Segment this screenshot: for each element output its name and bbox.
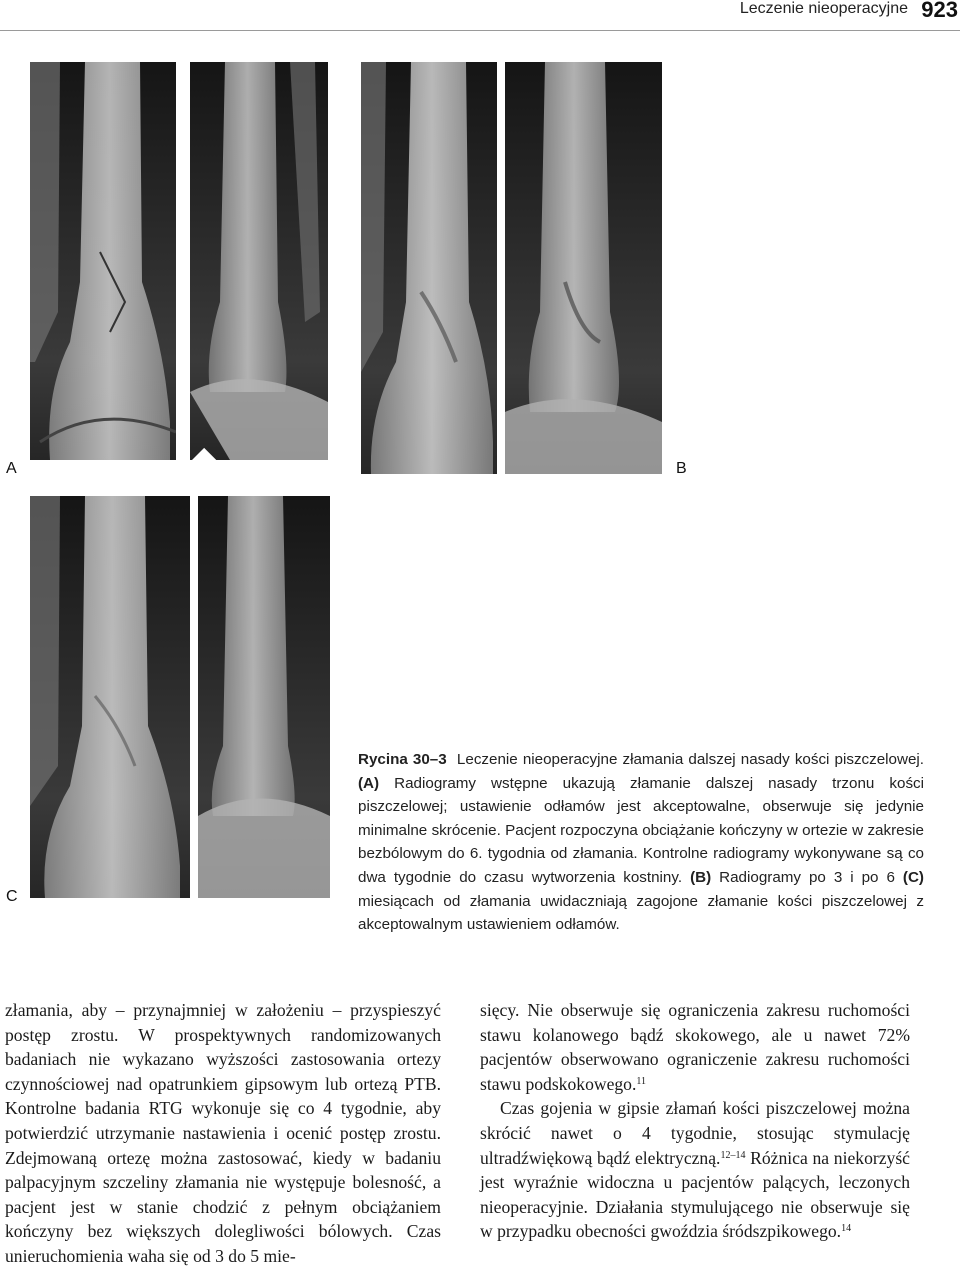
citation-12-14: 12–14 [720,1149,746,1161]
radiograph-b-ap-view [361,62,497,474]
page-number: 923 [921,0,958,22]
radiograph-b-lateral-view [505,62,662,474]
caption-ref-c: (C) [902,868,924,886]
radiograph-c-lateral-view [198,496,330,898]
body-right-p2-text-2: Różnica na niekorzyść jest wyraźnie widoczna u pacjentów palących, leczonych nieoperacyjnie. Działania stymulującego nie obserwuje się w przypadku obecności gwoździa śródszpikowego. [480,1147,910,1242]
caption-title: Rycina 30–3 [358,751,447,768]
panel-label-c: C [6,888,18,905]
radiograph-a-ap-view [30,62,176,460]
body-right-column [480,998,910,1244]
caption-part-1: Leczenie nieoperacyjne złamania dalszej nasady kości piszczelowej. [456,751,925,768]
running-header [0,0,960,31]
caption-part-2: Radiogramy wstępne ukazują złamanie dalszej nasady trzonu kości piszczelowej; ustawienie odłamów jest akceptowalne, obserwuje się jedynie minimalne skrócenie. Pacjent rozpoczyna obciążanie kończyny w ortezie w zakresie bezbólowym do 6. tygodnia od złamania. Kontrolne radiogramy wykonywane są co dwa tygodnie do czasu wytworzenia kostniny. [358,774,924,886]
caption-ref-b: (B) [690,868,712,886]
body-right-p1-text: sięcy. Nie obserwuje się ograniczenia zakresu ruchomości stawu kolanowego bądź skokowego, ale u nawet 72% pacjentów obserwowano ograniczenie zakresu ruchomości stawu podskokowego. [480,1000,910,1094]
section-title: Leczenie nieoperacyjne [739,0,908,17]
caption-ref-a: (A) [358,774,380,792]
panel-label-b: B [676,460,687,477]
citation-14: 14 [841,1223,852,1235]
caption-part-4: miesiącach od złamania uwidaczniają zagojone złamanie kości piszczelowej z akceptowalnym ustawieniem odłamów. [358,892,924,934]
body-left-paragraph: złamania, aby – przynajmniej w założeniu – przyspieszyć postęp zrostu. W prospektywnych randomizowanych badaniach nie wykazano wyższości zastosowania ortezy czynnościowej nad opatrunkiem gipsowym lub ortezą PTB. Kontrolne badania RTG wykonuje się co 4 tygodnie, aby potwierdzić utrzymanie nastawienia i ocenić postęp zrostu. Zdejmowaną ortezę można zastosować, kiedy w badaniu palpacyjnym szczeliny złamania nie występuje bolesność, a pacjent jest w stanie chodzić z pełnym obciążaniem kończyny bez większych dolegliwości bólowych. Czas unieruchomienia waha się od 3 do 5 mie- [5,1000,441,1266]
body-right-p2-text-1: Czas gojenia w gipsie złamań kości piszczelowej można skrócić nawet o 4 tygodnie, stosując stymulację ultradźwiękową bądź elektryczną. [480,1098,910,1168]
radiograph-a-lateral-view [190,62,328,460]
body-right-paragraph-1 [480,998,910,1096]
body-left-column [5,998,441,1269]
figure-caption [358,748,924,937]
panel-label-a: A [6,460,17,477]
radiograph-c-ap-view [30,496,190,898]
citation-11: 11 [636,1075,647,1087]
caption-part-3: Radiogramy po 3 i po 6 [719,868,895,886]
body-right-paragraph-2 [480,1096,910,1244]
